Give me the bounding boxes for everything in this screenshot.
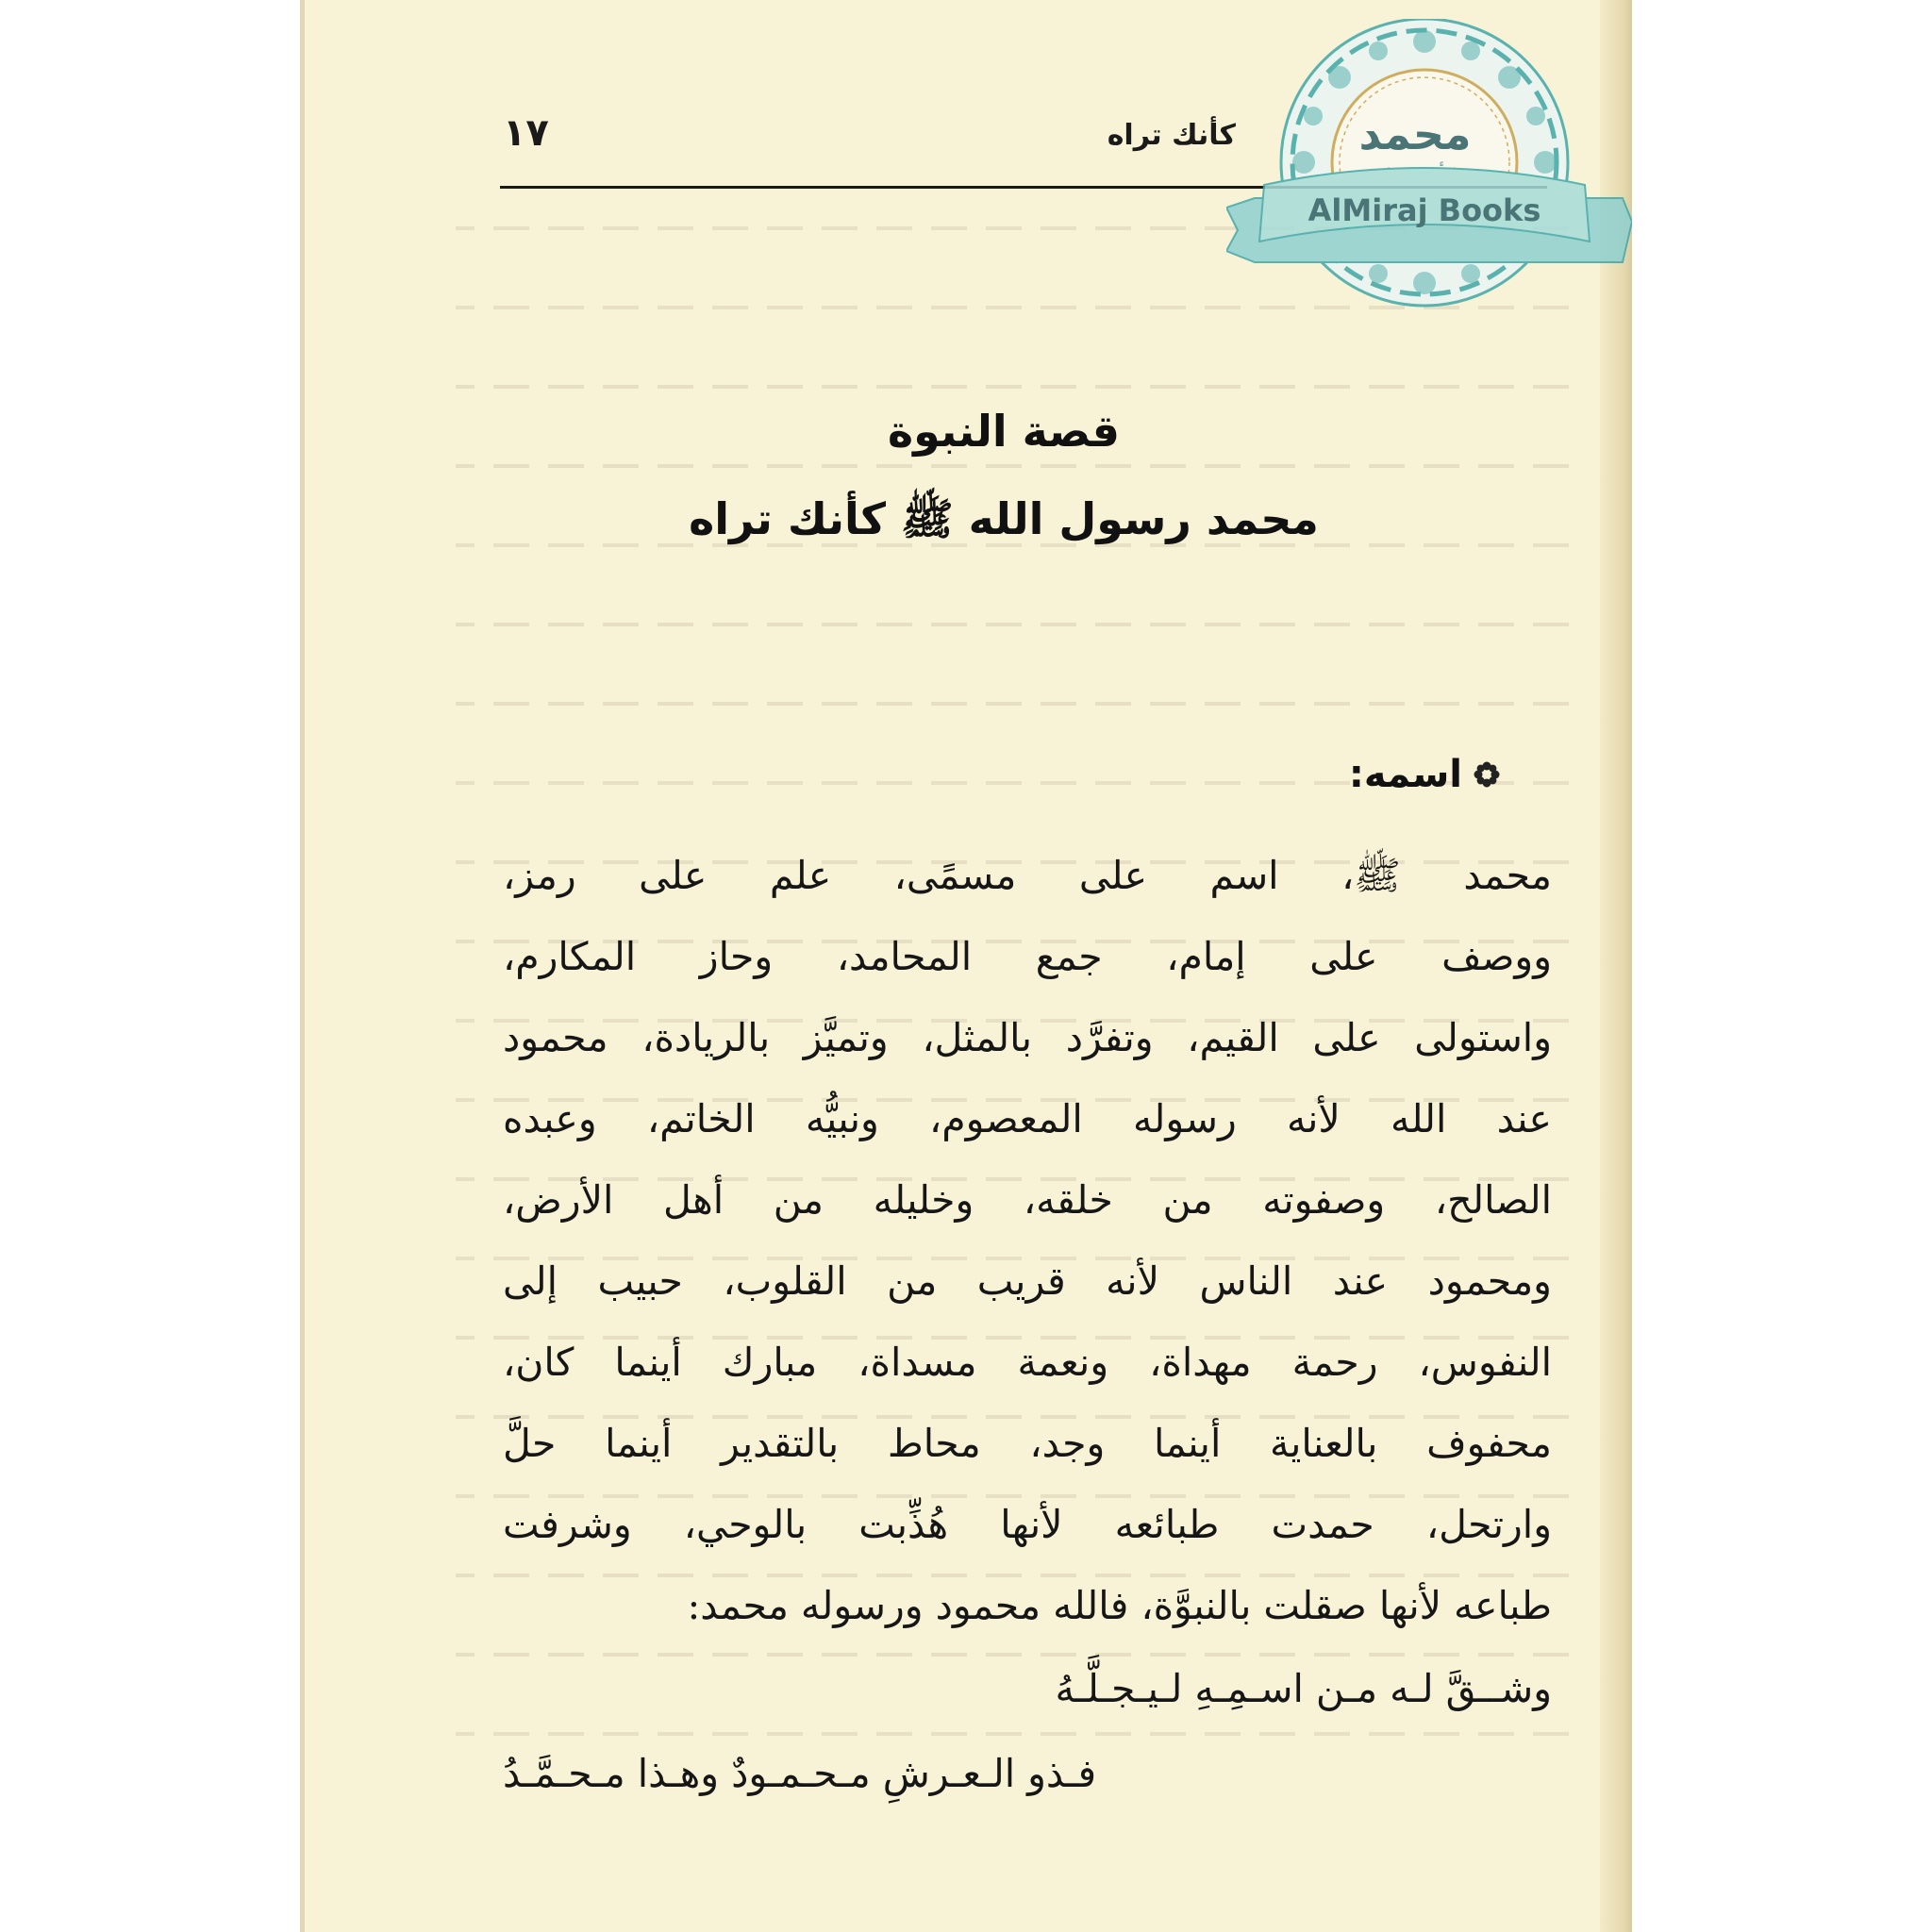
text-line: واستولى على القيم، وتفرَّد بالمثل، وتميَّز بالريادة، محمود bbox=[503, 1015, 1552, 1060]
watermark-brand: AlMiraj Books bbox=[1307, 192, 1541, 228]
running-title: كأنك تراه bbox=[1107, 119, 1236, 152]
text-line: ووصف على إمام، جمع المحامد، وحاز المكارم، bbox=[503, 934, 1552, 979]
section-heading-label: اسمه: bbox=[1348, 753, 1462, 796]
section-heading bbox=[1349, 753, 1500, 796]
page-number: ١٧ bbox=[503, 111, 549, 155]
text-line: محمد ﷺ، اسم على مسمًى، علم على رمز، bbox=[503, 853, 1552, 898]
text-line: الصالح، وصفوته من خلقه، وخليله من أهل الأرض، bbox=[503, 1177, 1552, 1223]
text-line: عند الله لأنه رسوله المعصوم، ونبيُّه الخاتم، وعبده bbox=[503, 1096, 1552, 1141]
poetry-verse-second-hemistich: فـذو الـعـرشِ مـحـمـودٌ وهـذا مـحـمَّـدُ bbox=[503, 1751, 1097, 1796]
text-line: وارتحل، حمدت طبائعه لأنها هُذِّبت بالوحي، وشرفت bbox=[503, 1502, 1552, 1547]
chapter-title: قصة النبوة bbox=[888, 406, 1120, 457]
body-paragraph bbox=[503, 835, 1552, 1816]
chapter-subtitle: محمد رسول الله ﷺ كأنك تراه bbox=[689, 493, 1319, 544]
flower-ornament-icon bbox=[1474, 761, 1500, 788]
text-line: طباعه لأنها صقلت بالنبوَّة، فالله محمود ورسوله محمد: bbox=[687, 1583, 1552, 1628]
text-line: النفوس، رحمة مهداة، ونعمة مسداة، مبارك أينما كان، bbox=[503, 1340, 1552, 1385]
text-line: محفوف بالعناية أينما وجد، محاط بالتقدير أينما حلَّ bbox=[503, 1421, 1552, 1466]
poetry-verse-first-hemistich: وشــقَّ لـه مـن اسـمِـهِ لـيـجـلَّـهُ bbox=[1055, 1666, 1552, 1711]
watermark-arabic-name: محمد bbox=[1358, 108, 1472, 159]
text-line: ومحمود عند الناس لأنه قريب من القلوب، حبيب إلى bbox=[503, 1258, 1552, 1304]
almiraj-books-watermark-logo bbox=[1226, 19, 1632, 321]
